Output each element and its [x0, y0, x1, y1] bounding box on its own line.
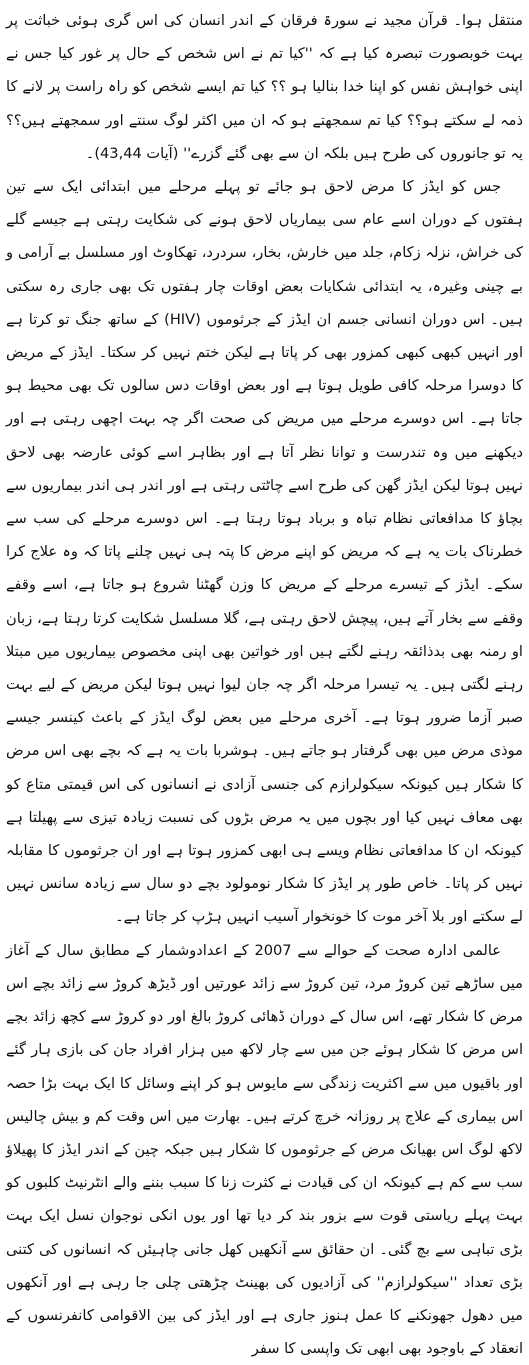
paragraph-quran-commentary [6, 4, 523, 170]
paragraph-who-statistics [6, 934, 523, 1365]
paragraph-text: عالمی ادارہ صحت کے حوالے سے 2007 کے اعدادوشمار کے مطابق سال کے آغاز میں ساڑھے تین کروڑ مرد، تین کروڑ سے زائد عورتیں اور ڈیڑھ کروڑ سے زائد بچے اس مرض کا شکار تھے، اس سال کے دوران ڈھائی کروڑ بالغ اور دو کروڑ سے کچھ زائد بچے اس مرض کا شکار ہوئے جن میں سے چار لاکھ میں ہزار افراد جان کی بازی ہار گئے اور باقیوں میں سے اکثریت زندگی سے مایوس ہو کر اپنے وسائل کا ایک بہت بڑا حصہ اس بیماری کے علاج پر روزانہ خرچ کرتے ہیں۔ بھارت میں اس وقت کم و بیش چالیس لاکھ لوگ اس بھیانک مرض کے جرثوموں کا شکار ہیں جبکہ چین کے اندر ایڈز کا پھیلاؤ سب سے کم ہے کیونکہ ان کی قیادت نے کثرت زنا کا سبب بننے والے انٹرنیٹ کلبوں کو بہت پہلے ریاستی قوت سے بزور بند کر دیا تھا اور یوں انکی نوجوان نسل ایک بہت بڑی تباہی سے بچ گئی۔ ان حقائق سے آنکھیں کھل جانی چاہیئں کہ انسانوں کی کتنی بڑی تعداد ''سیکولرازم'' کی آزادیوں کی بھینٹ چڑھتی چلی جا رہی ہے اور آنکھوں میں دھول جھونکنے کا عمل ہنوز جاری ہے اور ایڈز کی بین الاقوامی کانفرنسوں کے انعقاد کے باوجود بھی ابھی تک واپسی کا سفر [6, 941, 523, 1358]
paragraph-aids-stages [6, 170, 523, 934]
paragraph-text: منتقل ہوا۔ قرآن مجید نے سورۃ فرقان کے اندر انسان کی اس گری ہوئی خباثت پر بہت خوبصورت تبصرہ کیا ہے کہ ''کیا تم نے اس شخص کے حال پر غور کیا جس نے اپنی خواہش نفس کو اپنا خدا بنالیا ہو ؟؟ کیا تم ایسے شخص کو راہ راست پر لانے کا ذمہ لے سکتے ہو؟؟ کیا تم سمجھتے ہو کہ ان میں اکثر لوگ سنتے اور سمجھتے ہیں؟؟ یہ تو جانوروں کی طرح ہیں بلکہ ان سے بھی گئے گزرے'' (آیات 43,44)۔ [6, 12, 523, 162]
paragraph-text: جس کو ایڈز کا مرض لاحق ہو جائے تو پہلے مرحلے میں ابتدائی ایک سے تین ہفتوں کے دوران اسے عام سی بیماریاں لاحق ہونے کی شکایت رہتی ہے جیسے گلے کی خراش، نزلہ زکام، جلد میں خارش، بخار، سردرد، تھکاوٹ اور مسلسل بے آرامی و بے چینی وغیرہ، یہ ابتدائی شکایات بعض اوقات چار ہفتوں تک بھی جاری رہ سکتی ہیں۔ اس دوران انسانی جسم ان ایڈز کے جرثوموں (HIV) کے ساتھ جنگ تو کرتا ہے اور انہیں کبھی کبھی کمزور بھی کر پاتا ہے لیکن ختم نہیں کر سکتا۔ ایڈز کے مریض کا دوسرا مرحلہ کافی طویل ہوتا ہے اور بعض اوقات دس سالوں تک بھی محیط ہو جاتا ہے۔ اس دوسرے مرحلے میں مریض کی صحت اگر چہ بہت اچھی رہتی ہے اور دیکھنے میں وہ تندرست و توانا نظر آتا ہے اور بظاہر اسے کوئی عارضہ بھی لاحق نہیں ہوتا لیکن ایڈز گھن کی طرح اسے چاٹتی رہتی ہے اور اندر ہی اندر بیماریوں سے بچاؤ کا مدافعاتی نظام تباہ و برباد ہوتا رہتا ہے۔ اس دوسرے مرحلے کی سب سے خطرناک بات یہ ہے کہ مریض کو اپنے مرض کا پتہ ہی نہیں چلنے پاتا کہ وہ علاج کرا سکے۔ ایڈز کے تیسرے مرحلے کے مریض کا وزن گھٹنا شروع ہو جاتا ہے، اسے وقفے وقفے سے بخار آتے ہیں، پیچش لاحق رہتی ہے، گلا مسلسل شکایت کرتا رہتا ہے، زبان او رمنہ بھی بدذائقہ رہنے لگتے ہیں اور خواتین بھی اپنی مخصوص بیماریوں میں مبتلا رہنے لگتی ہیں۔ یہ تیسرا مرحلہ اگر چہ جان لیوا نہیں ہوتا لیکن مریض کے لیے بہت صبر آزما ضرور ہوتا ہے۔ آخری مرحلے میں بعض لوگ ایڈز کے باعث کینسر جیسے موذی مرض میں بھی گرفتار ہو جاتے ہیں۔ ہوشربا بات یہ ہے کہ بچے بھی اس مرض کا شکار ہیں کیونکہ سیکولرازم کی جنسی آزادی نے انسانوں کی اس قیمتی متاع کو بھی معاف نہیں کیا اور بچوں میں یہ مرض بڑوں کی نسبت زیادہ تیزی سے پھیلتا ہے کیونکہ ان کا مدافعاتی نظام ویسے ہی ابھی کمزور ہوتا ہے اور ان جرثوموں کا مقابلہ نہیں کر پاتا۔ خاص طور پر ایڈز کا شکار نومولود بچے دو سال سے زیادہ سانس نہیں لے سکتے اور بلا آخر موت کا خونخوار آسیب انہیں ہڑپ کر جاتا ہے۔ [6, 178, 523, 926]
